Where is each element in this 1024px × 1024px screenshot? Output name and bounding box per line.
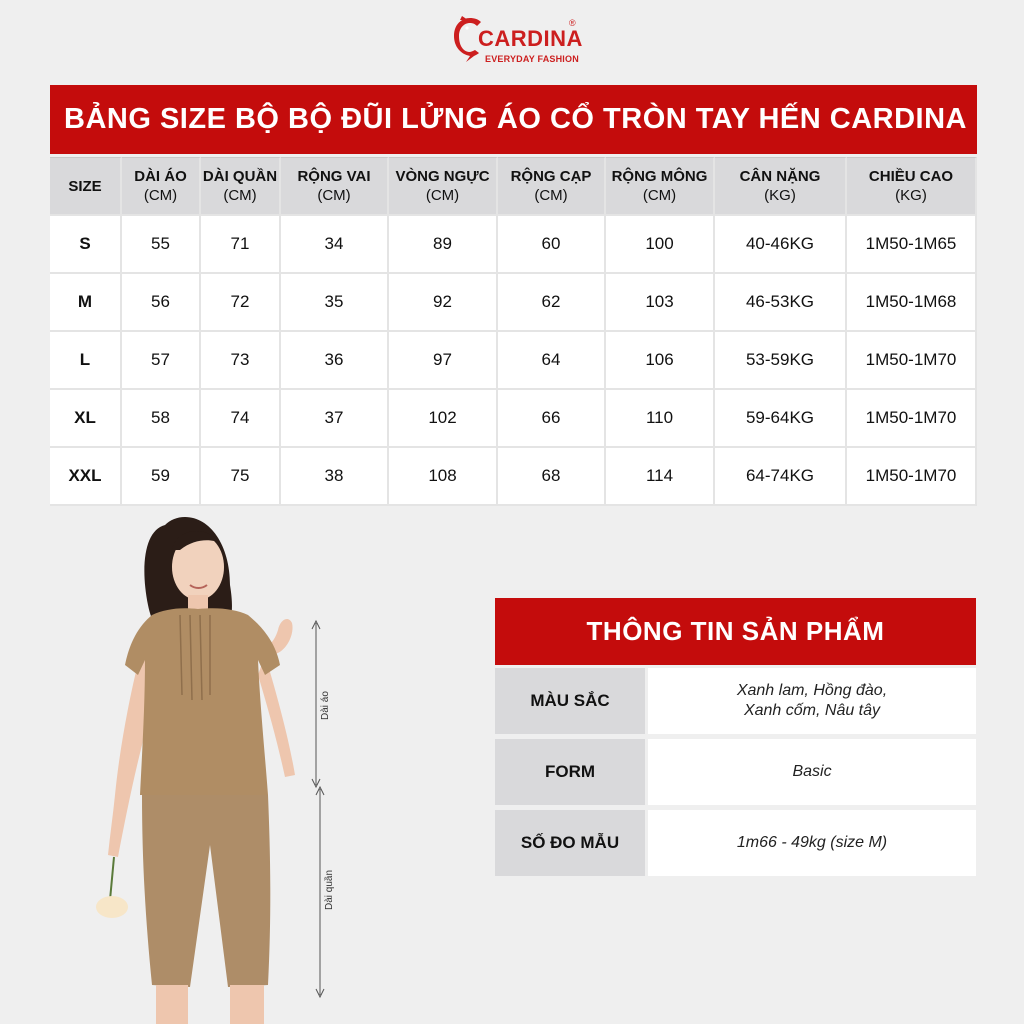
table-cell: 53-59KG xyxy=(715,332,847,390)
table-cell: 92 xyxy=(389,274,498,332)
info-value-line: Xanh lam, Hồng đào, xyxy=(736,682,888,699)
table-cell: 57 xyxy=(122,332,201,390)
table-cell: 40-46KG xyxy=(715,216,847,274)
table-cell: 100 xyxy=(606,216,715,274)
table-cell: 102 xyxy=(389,390,498,448)
table-cell: 72 xyxy=(201,274,281,332)
info-label: MÀU SẮC xyxy=(495,668,645,734)
product-info-title: THÔNG TIN SẢN PHẨM xyxy=(495,598,976,665)
table-cell: 58 xyxy=(122,390,201,448)
info-label: FORM xyxy=(495,739,645,805)
table-cell: 71 xyxy=(201,216,281,274)
top-length-label: Dài áo xyxy=(320,691,331,720)
size-cell: XXL xyxy=(50,448,122,506)
info-value: 1m66 - 49kg (size M) xyxy=(648,810,976,876)
table-cell: 1M50-1M68 xyxy=(847,274,977,332)
header-hip: RỘNG MÔNG (CM) xyxy=(606,157,715,216)
table-cell: 108 xyxy=(389,448,498,506)
header-shoulder-width: RỘNG VAI (CM) xyxy=(281,157,389,216)
table-cell: 34 xyxy=(281,216,389,274)
info-value xyxy=(648,668,976,734)
table-cell: 1M50-1M70 xyxy=(847,390,977,448)
table-cell: 38 xyxy=(281,448,389,506)
table-cell: 89 xyxy=(389,216,498,274)
table-cell: 74 xyxy=(201,390,281,448)
table-cell: 106 xyxy=(606,332,715,390)
table-cell: 36 xyxy=(281,332,389,390)
table-cell: 59-64KG xyxy=(715,390,847,448)
brand-logo xyxy=(448,14,588,64)
table-cell: 1M50-1M70 xyxy=(847,332,977,390)
header-weight: CÂN NẶNG (KG) xyxy=(715,157,847,216)
table-cell: 37 xyxy=(281,390,389,448)
table-cell: 56 xyxy=(122,274,201,332)
model-top xyxy=(125,608,280,795)
size-cell: XL xyxy=(50,390,122,448)
table-row xyxy=(50,332,977,390)
table-cell: 73 xyxy=(201,332,281,390)
size-cell: M xyxy=(50,274,122,332)
header-height: CHIỀU CAO (KG) xyxy=(847,157,977,216)
table-row xyxy=(50,390,977,448)
table-cell: 35 xyxy=(281,274,389,332)
table-cell: 97 xyxy=(389,332,498,390)
model-pants xyxy=(142,795,270,987)
table-cell: 1M50-1M65 xyxy=(847,216,977,274)
size-table xyxy=(50,157,977,506)
table-cell: 60 xyxy=(498,216,606,274)
registered-mark: ® xyxy=(569,18,576,28)
info-label: SỐ ĐO MẪU xyxy=(495,810,645,876)
size-cell: S xyxy=(50,216,122,274)
info-row-color xyxy=(495,668,976,734)
info-row-form xyxy=(495,739,976,805)
table-cell: 64-74KG xyxy=(715,448,847,506)
info-row-model-measurements xyxy=(495,810,976,876)
table-row xyxy=(50,216,977,274)
brand-name: CARDINA xyxy=(478,26,583,51)
table-cell: 66 xyxy=(498,390,606,448)
table-header-row xyxy=(50,157,977,216)
table-cell: 62 xyxy=(498,274,606,332)
table-row xyxy=(50,448,977,506)
flower-icon xyxy=(96,896,128,918)
brand-tagline: EVERYDAY FASHION xyxy=(485,54,579,64)
header-chest: VÒNG NGỰC (CM) xyxy=(389,157,498,216)
table-cell: 75 xyxy=(201,448,281,506)
size-chart-title: BẢNG SIZE BỘ BỘ ĐŨI LỬNG ÁO CỔ TRÒN TAY HẾN CARDINA xyxy=(50,85,977,154)
pants-length-label: Dài quần xyxy=(324,869,335,910)
header-size: SIZE xyxy=(50,157,122,216)
header-top-length: DÀI ÁO (CM) xyxy=(122,157,201,216)
table-row xyxy=(50,274,977,332)
size-cell: L xyxy=(50,332,122,390)
table-cell: 55 xyxy=(122,216,201,274)
model-photo xyxy=(80,505,380,1024)
info-value-line: Xanh cốm, Nâu tây xyxy=(743,702,881,719)
table-cell: 59 xyxy=(122,448,201,506)
table-cell: 114 xyxy=(606,448,715,506)
table-cell: 46-53KG xyxy=(715,274,847,332)
table-cell: 1M50-1M70 xyxy=(847,448,977,506)
table-cell: 110 xyxy=(606,390,715,448)
table-cell: 103 xyxy=(606,274,715,332)
info-value: Basic xyxy=(648,739,976,805)
table-cell: 68 xyxy=(498,448,606,506)
header-pants-length: DÀI QUẦN (CM) xyxy=(201,157,281,216)
table-cell: 64 xyxy=(498,332,606,390)
header-waist: RỘNG CẠP (CM) xyxy=(498,157,606,216)
